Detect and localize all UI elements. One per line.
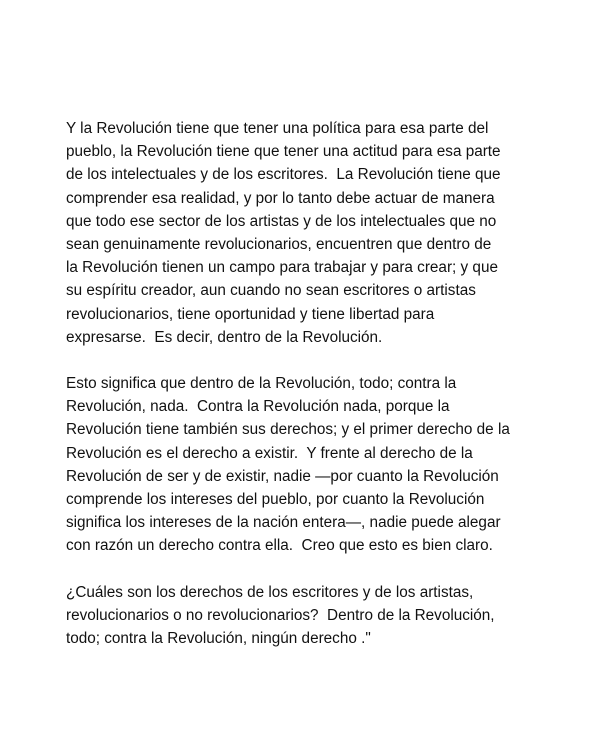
text-line: revolucionarios o no revolucionarios? Dentro de la Revolución,	[66, 606, 495, 624]
text-line: revolucionarios, tiene oportunidad y tiene libertad para	[66, 305, 435, 323]
text-line: de los intelectuales y de los escritores. La Revolución tiene que	[66, 166, 501, 184]
text-line: con razón un derecho contra ella. Creo que esto es bien claro.	[66, 537, 493, 555]
text-line: comprende los intereses del pueblo, por cuanto la Revolución	[66, 491, 485, 508]
paragraph-1	[66, 117, 536, 349]
text-line: ¿Cuáles son los derechos de los escritores y de los artistas,	[66, 583, 474, 601]
text-line: sean genuinamente revolucionarios, encuentren que dentro de	[66, 235, 492, 253]
paragraph-3	[66, 581, 536, 651]
text-line: pueblo, la Revolución tiene que tener una actitud para esa parte	[66, 143, 501, 161]
text-line: comprender esa realidad, y por lo tanto debe actuar de manera	[66, 189, 495, 207]
text-line: Esto significa que dentro de la Revolución, todo; contra la	[66, 375, 457, 393]
text-line: Revolución tiene también sus derechos; y el primer derecho de la	[66, 421, 510, 439]
document-body	[66, 117, 536, 674]
text-line: expresarse. Es decir, dentro de la Revolución.	[66, 328, 383, 346]
text-line: Revolución es el derecho a existir. Y frente al derecho de la	[66, 444, 473, 462]
text-line: Y la Revolución tiene que tener una política para esa parte del	[66, 120, 489, 137]
text-line: que todo ese sector de los artistas y de los intelectuales que no	[66, 212, 497, 230]
text-line: Revolución de ser y de existir, nadie —por cuanto la Revolución	[66, 467, 499, 485]
text-line: su espíritu creador, aun cuando no sean escritores o artistas	[66, 282, 476, 300]
text-line: todo; contra la Revolución, ningún derecho ."	[66, 630, 371, 648]
text-line: Revolución, nada. Contra la Revolución nada, porque la	[66, 398, 450, 416]
text-line: significa los intereses de la nación entera—, nadie puede alegar	[66, 514, 501, 532]
paragraph-2	[66, 372, 536, 558]
text-line: la Revolución tienen un campo para trabajar y para crear; y que	[66, 259, 498, 277]
